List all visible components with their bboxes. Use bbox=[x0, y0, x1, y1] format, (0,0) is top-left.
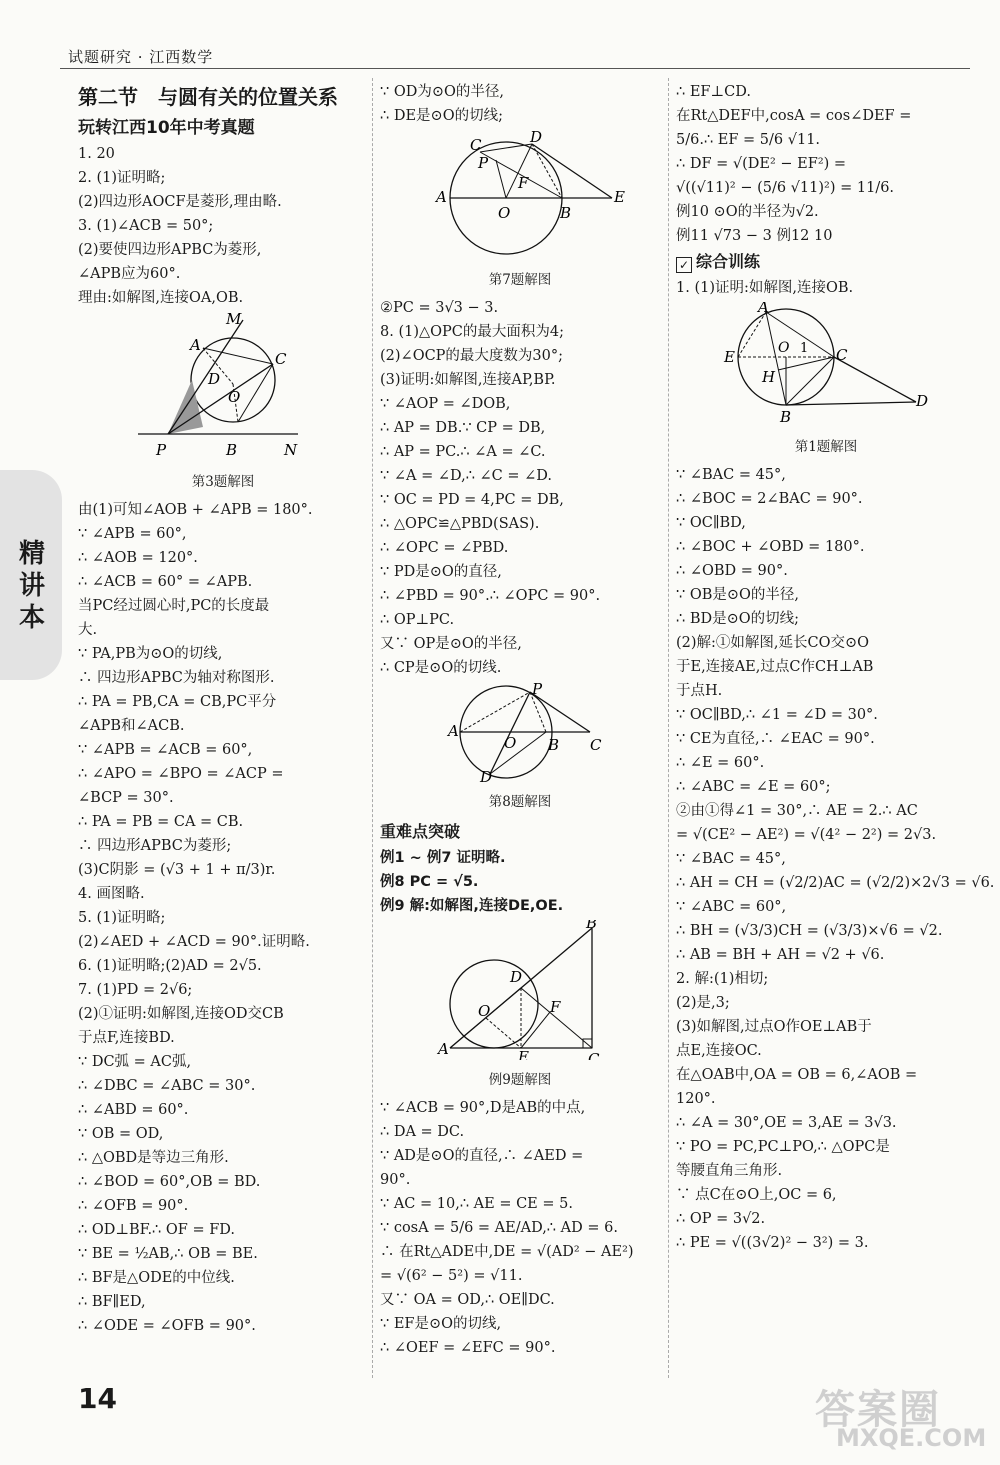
answers-block bbox=[78, 498, 368, 1338]
text-line: ∴ ∠BOC + ∠OBD = 180°. bbox=[676, 539, 865, 555]
training-title: 综合训练 bbox=[696, 252, 761, 271]
text-line: ∴ BH = (√3/3)CH = (√3/3)×√6 = √2. bbox=[676, 923, 943, 939]
figure-ex9 bbox=[380, 920, 660, 1092]
svg-text:O: O bbox=[498, 204, 511, 222]
text-line: ∴ ∠ODE = ∠OFB = 90°. bbox=[78, 1318, 256, 1334]
text-line: ∵ ∠ABC = 60°, bbox=[676, 899, 787, 915]
svg-text:C: C bbox=[588, 1050, 600, 1060]
svg-text:F: F bbox=[518, 174, 529, 192]
text-line: ∴ ∠OBD = 90°. bbox=[676, 563, 788, 579]
text-line: ∵ ∠BAC = 45°, bbox=[676, 851, 786, 867]
text-line: 6. (1)证明略;(2)AD = 2√5. bbox=[78, 958, 262, 974]
svg-text:D: D bbox=[916, 392, 929, 410]
text-line: 5/6.∴ EF = 5/6 √11. bbox=[676, 132, 821, 148]
text-line: ∴ BD是⊙O的切线; bbox=[676, 611, 800, 627]
svg-text:B: B bbox=[560, 204, 572, 222]
svg-text:D: D bbox=[530, 130, 543, 146]
text-line: ∴ ∠ABC = ∠E = 60°; bbox=[676, 779, 831, 795]
text-line: ∴ BF是△ODE的中位线. bbox=[78, 1270, 235, 1286]
svg-text:C: C bbox=[470, 136, 482, 154]
text-line: ∴ PA = PB,CA = CB,PC平分 bbox=[78, 694, 277, 710]
text-line: (3)如解图,过点O作OE⊥AB于 bbox=[676, 1019, 872, 1035]
text-line: 8. (1)△OPC的最大面积为4; bbox=[380, 324, 564, 340]
text-line: 理由:如解图,连接OA,OB. bbox=[78, 290, 244, 306]
text-line: 例9 解:如解图,连接DE,OE. bbox=[380, 898, 564, 914]
figure-q8-diagram bbox=[380, 682, 660, 782]
text-line: 在△OAB中,OA = OB = 6,∠AOB = bbox=[676, 1067, 918, 1083]
svg-text:C: C bbox=[275, 350, 287, 368]
text-line: ∵ PA,PB为⊙O的切线, bbox=[78, 646, 223, 662]
text-line: 例11 √73 − 3 例12 10 bbox=[676, 228, 833, 244]
check-icon: ✓ bbox=[676, 257, 692, 273]
figure-caption: 第8题解图 bbox=[488, 794, 552, 810]
text-line: ∴ ∠BOC = 2∠BAC = 90°. bbox=[676, 491, 863, 507]
text-line: ∵ AD是⊙O的直径,∴ ∠AED = bbox=[380, 1148, 584, 1164]
answers-block bbox=[78, 142, 368, 310]
text-line: 由(1)可知∠AOB + ∠APB = 180°. bbox=[78, 502, 313, 518]
svg-text:O: O bbox=[778, 340, 790, 356]
svg-text:P: P bbox=[532, 682, 543, 698]
text-line: ∴ 四边形APBC为菱形; bbox=[78, 838, 232, 854]
text-line: (2)是,3; bbox=[676, 995, 730, 1011]
text-line: ∴ ∠ABD = 60°. bbox=[78, 1102, 189, 1118]
answers-block bbox=[676, 276, 976, 300]
svg-text:D: D bbox=[480, 768, 493, 782]
figure-q7-diagram bbox=[380, 130, 660, 260]
text-line: (2)∠AED + ∠ACD = 90°.证明略. bbox=[78, 934, 310, 950]
text-line: ∠APB应为60°. bbox=[78, 266, 181, 282]
svg-text:N: N bbox=[284, 441, 298, 459]
svg-text:B: B bbox=[586, 920, 598, 932]
svg-text:1: 1 bbox=[800, 341, 809, 356]
svg-text:F: F bbox=[550, 998, 561, 1016]
column-middle bbox=[380, 80, 660, 1360]
svg-text:C: C bbox=[590, 736, 602, 754]
side-tab-label: 精讲本 bbox=[18, 539, 45, 633]
text-line: ∵ ∠BAC = 45°, bbox=[676, 467, 786, 483]
column-divider bbox=[668, 78, 669, 1378]
text-line: ∵ OC∥BD, bbox=[676, 515, 746, 531]
svg-text:O: O bbox=[478, 1002, 491, 1020]
figure-q8 bbox=[380, 682, 660, 814]
text-line: 例1 ~ 例7 证明略. bbox=[380, 850, 506, 866]
text-line: ∵ OC∥BD,∴ ∠1 = ∠D = 30°. bbox=[676, 707, 878, 723]
svg-text:D: D bbox=[510, 968, 523, 986]
text-line: ∵ ∠AOP = ∠DOB, bbox=[380, 396, 511, 412]
text-line: (2)①证明:如解图,连接OD交CB bbox=[78, 1006, 284, 1022]
figure-caption: 第3题解图 bbox=[191, 474, 255, 490]
running-header: 试题研究 · 江西数学 bbox=[68, 48, 214, 66]
text-line: 点E,连接OC. bbox=[676, 1043, 762, 1059]
column-right bbox=[676, 80, 995, 1255]
figure-caption: 例9题解图 bbox=[488, 1072, 552, 1088]
svg-text:A: A bbox=[438, 1040, 449, 1058]
text-line: 大. bbox=[78, 622, 98, 638]
text-line: ∠APB和∠ACB. bbox=[78, 718, 185, 734]
text-line: 当PC经过圆心时,PC的长度最 bbox=[78, 598, 270, 614]
text-line: ∴ DE是⊙O的切线; bbox=[380, 108, 503, 124]
examples-block bbox=[380, 846, 660, 918]
text-line: ∵ ∠ACB = 90°,D是AB的中点, bbox=[380, 1100, 586, 1116]
text-line: ∴ 四边形APBC为轴对称图形. bbox=[78, 670, 275, 686]
text-line: ∵ cosA = 5/6 = AE/AD,∴ AD = 6. bbox=[380, 1220, 618, 1236]
side-tab bbox=[0, 470, 62, 680]
text-line: ∵ CE为直径,∴ ∠EAC = 90°. bbox=[676, 731, 875, 747]
text-line: ∴ BF∥ED, bbox=[78, 1294, 146, 1310]
text-line: ∴ PE = √((3√2)² − 3²) = 3. bbox=[676, 1235, 869, 1251]
text-line: = √(6² − 5²) = √11. bbox=[380, 1268, 523, 1284]
text-line: ∴ ∠OEF = ∠EFC = 90°. bbox=[380, 1340, 556, 1356]
figure-caption: 第1题解图 bbox=[794, 439, 858, 455]
text-line: 2. (1)证明略; bbox=[78, 170, 166, 186]
text-line: 在Rt△DEF中,cosA = cos∠DEF = bbox=[676, 108, 912, 124]
answers-block bbox=[676, 80, 976, 248]
text-line: = √(CE² − AE²) = √(4² − 2²) = 2√3. bbox=[676, 827, 937, 843]
text-line: ∴ ∠PBD = 90°.∴ ∠OPC = 90°. bbox=[380, 588, 601, 604]
text-line: (2)四边形AOCF是菱形,理由略. bbox=[78, 194, 282, 210]
text-line: 等腰直角三角形. bbox=[676, 1163, 783, 1179]
text-line: ∵ PO = PC,PC⊥PO,∴ △OPC是 bbox=[676, 1139, 890, 1155]
text-line: 4. 画图略. bbox=[78, 886, 145, 902]
svg-text:A: A bbox=[758, 302, 769, 316]
text-line: ∴ AP = DB.∵ CP = DB, bbox=[380, 420, 546, 436]
text-line: ∴ CP是⊙O的切线. bbox=[380, 660, 502, 676]
text-line: 于点F,连接BD. bbox=[78, 1030, 175, 1046]
text-line: ∴ DF = √(DE² − EF²) = bbox=[676, 156, 847, 172]
text-line: 例8 PC = √5. bbox=[380, 874, 479, 890]
text-line: 7. (1)PD = 2√6; bbox=[78, 982, 193, 998]
text-line: 又∵ OP是⊙O的半径, bbox=[380, 636, 522, 652]
text-line: (2)∠OCP的最大度数为30°; bbox=[380, 348, 564, 364]
training-heading bbox=[676, 248, 976, 276]
text-line: ②由①得∠1 = 30°,∴ AE = 2.∴ AC bbox=[676, 803, 918, 819]
text-line: ∴ ∠A = 30°,OE = 3,AE = 3√3. bbox=[676, 1115, 897, 1131]
text-line: (2)要使四边形APBC为菱形, bbox=[78, 242, 262, 258]
watermark: 答案圈 bbox=[815, 1387, 941, 1433]
answers-block bbox=[380, 296, 660, 680]
text-line: ∵ ∠APB = ∠ACB = 60°, bbox=[78, 742, 253, 758]
text-line: ∵ ∠APB = 60°, bbox=[78, 526, 187, 542]
svg-text:E: E bbox=[724, 348, 735, 366]
svg-text:P: P bbox=[156, 441, 167, 459]
text-line: 3. (1)∠ACB = 50°; bbox=[78, 218, 214, 234]
text-line: ∴ OP = 3√2. bbox=[676, 1211, 766, 1227]
text-line: ∴ EF⊥CD. bbox=[676, 84, 751, 100]
text-line: ∵ OC = PD = 4,PC = DB, bbox=[380, 492, 564, 508]
text-line: 于E,连接AE,过点C作CH⊥AB bbox=[676, 659, 874, 675]
svg-text:M: M bbox=[226, 312, 242, 328]
text-line: ∴ ∠BOD = 60°,OB = BD. bbox=[78, 1174, 261, 1190]
text-line: ∴ PA = PB = CA = CB. bbox=[78, 814, 244, 830]
svg-text:B: B bbox=[780, 408, 792, 426]
text-line: ∵ EF是⊙O的切线, bbox=[380, 1316, 502, 1332]
text-line: ∴ AP = PC.∴ ∠A = ∠C. bbox=[380, 444, 546, 460]
text-line: ∴ ∠OPC = ∠PBD. bbox=[380, 540, 509, 556]
text-line: ②PC = 3√3 − 3. bbox=[380, 300, 499, 316]
figure-ex9-diagram bbox=[380, 920, 660, 1060]
section-heading: 重难点突破 bbox=[380, 822, 461, 841]
text-line: ∴ DA = DC. bbox=[380, 1124, 465, 1140]
column-left bbox=[78, 80, 368, 1338]
text-line: (3)C阴影 = (√3 + 1 + π/3)r. bbox=[78, 862, 276, 878]
text-line: ∴ ∠OFB = 90°. bbox=[78, 1198, 189, 1214]
svg-text:C: C bbox=[836, 346, 848, 364]
svg-text:A: A bbox=[448, 722, 459, 740]
svg-text:O: O bbox=[504, 734, 517, 752]
text-line: ∴ OP⊥PC. bbox=[380, 612, 455, 628]
figure-q3 bbox=[78, 312, 368, 494]
text-line: 1. 20 bbox=[78, 146, 115, 162]
subsection-title: 玩转江西10年中考真题 bbox=[78, 118, 255, 138]
text-line: ∴ OD⊥BF.∴ OF = FD. bbox=[78, 1222, 235, 1238]
figure-q3-diagram bbox=[78, 312, 368, 462]
figure-t1 bbox=[676, 302, 976, 459]
text-line: ∵ OB = OD, bbox=[78, 1126, 164, 1142]
text-line: 120°. bbox=[676, 1091, 716, 1107]
svg-text:B: B bbox=[548, 736, 560, 754]
svg-text:H: H bbox=[762, 368, 776, 386]
section-title: 第二节 与圆有关的位置关系 bbox=[78, 85, 338, 109]
text-line: ∵ PD是⊙O的直径, bbox=[380, 564, 502, 580]
text-line: 1. (1)证明:如解图,连接OB. bbox=[676, 280, 854, 296]
svg-text:A: A bbox=[436, 188, 447, 206]
svg-text:A: A bbox=[190, 336, 201, 354]
answers-block bbox=[676, 463, 995, 1255]
watermark-url: MXQE.COM bbox=[836, 1424, 987, 1452]
svg-text:O: O bbox=[228, 388, 241, 406]
text-line: ∴ ∠E = 60°. bbox=[676, 755, 765, 771]
text-line: 5. (1)证明略; bbox=[78, 910, 166, 926]
text-line: ∴ ∠AOB = 120°. bbox=[78, 550, 198, 566]
text-line: ∴ △OPC≌△PBD(SAS). bbox=[380, 516, 540, 532]
text-line: ∵ DC弧 = AC弧, bbox=[78, 1054, 192, 1070]
header-rule bbox=[60, 68, 970, 69]
text-line: ∠BCP = 30°. bbox=[78, 790, 174, 806]
svg-text:P: P bbox=[478, 154, 489, 172]
answers-block bbox=[380, 80, 660, 128]
text-line: ∴ ∠APO = ∠BPO = ∠ACP = bbox=[78, 766, 284, 782]
page-number: 14 bbox=[78, 1382, 117, 1415]
text-line: (3)证明:如解图,连接AP,BP. bbox=[380, 372, 556, 388]
text-line: √((√11)² − (5/6 √11)²) = 11/6. bbox=[676, 180, 895, 196]
figure-q7 bbox=[380, 130, 660, 292]
figure-caption: 第7题解图 bbox=[488, 272, 552, 288]
answers-block bbox=[380, 1096, 660, 1360]
text-line: ∴ ∠ACB = 60° = ∠APB. bbox=[78, 574, 253, 590]
text-line: ∵ OD为⊙O的半径, bbox=[380, 84, 504, 100]
svg-text:D: D bbox=[208, 370, 221, 388]
svg-text:E: E bbox=[518, 1048, 529, 1060]
text-line: ∵ 点C在⊙O上,OC = 6, bbox=[676, 1187, 837, 1203]
svg-text:B: B bbox=[226, 441, 238, 459]
text-line: 于点H. bbox=[676, 683, 723, 699]
text-line: 90°. bbox=[380, 1172, 411, 1188]
figure-t1-diagram bbox=[676, 302, 976, 427]
text-line: ∵ ∠A = ∠D,∴ ∠C = ∠D. bbox=[380, 468, 553, 484]
text-line: 2. 解:(1)相切; bbox=[676, 971, 769, 987]
text-line: 又∵ OA = OD,∴ OE∥DC. bbox=[380, 1292, 555, 1308]
text-line: ∵ AC = 10,∴ AE = CE = 5. bbox=[380, 1196, 573, 1212]
svg-text:E: E bbox=[614, 188, 625, 206]
text-line: ∴ ∠DBC = ∠ABC = 30°. bbox=[78, 1078, 256, 1094]
text-line: ∴ 在Rt△ADE中,DE = √(AD² − AE²) bbox=[380, 1244, 634, 1260]
text-line: ∴ △OBD是等边三角形. bbox=[78, 1150, 229, 1166]
text-line: ∵ BE = ½AB,∴ OB = BE. bbox=[78, 1246, 258, 1262]
text-line: ∵ OB是⊙O的半径, bbox=[676, 587, 800, 603]
text-line: ∴ AB = BH + AH = √2 + √6. bbox=[676, 947, 885, 963]
text-line: 例10 ⊙O的半径为√2. bbox=[676, 204, 819, 220]
text-line: ∴ AH = CH = (√2/2)AC = (√2/2)×2√3 = √6. bbox=[676, 875, 995, 891]
column-divider bbox=[372, 78, 373, 1378]
text-line: (2)解:①如解图,延长CO交⊙O bbox=[676, 635, 870, 651]
